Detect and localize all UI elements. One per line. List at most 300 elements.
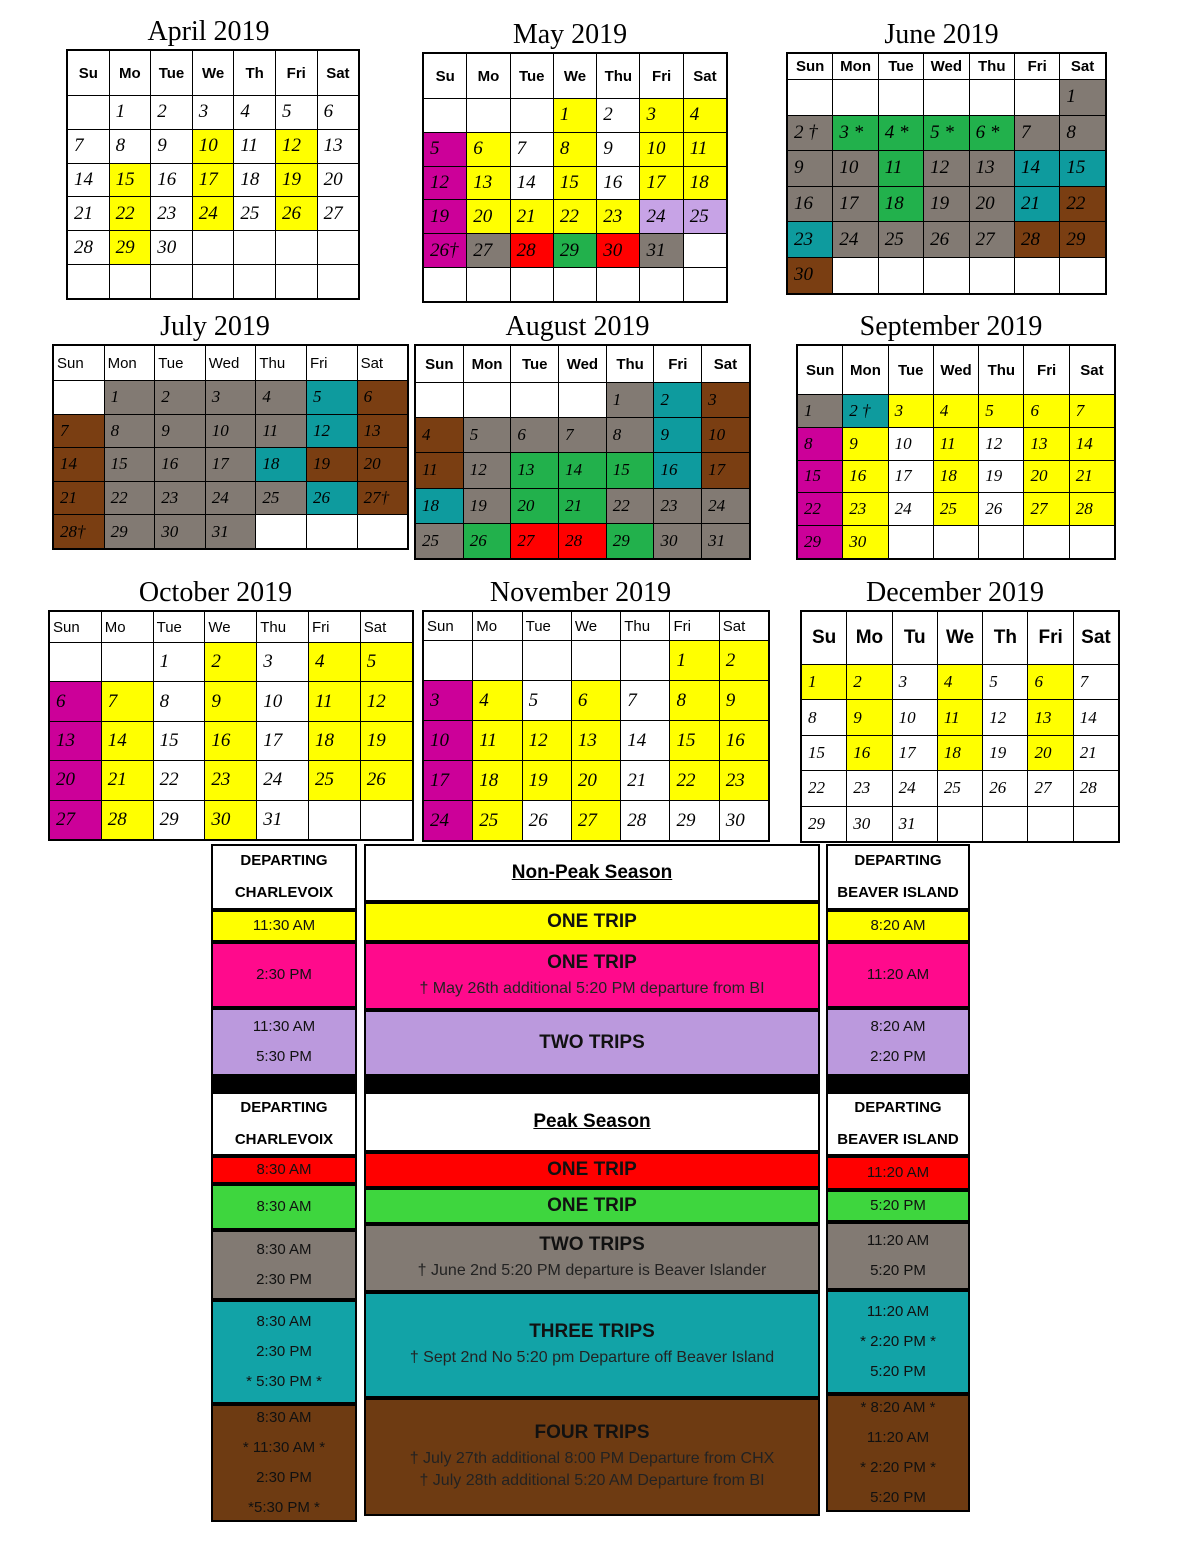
day-cell: 27	[317, 197, 359, 231]
day-cell: 31	[257, 800, 309, 840]
day-cell: 14	[510, 166, 553, 200]
week-row	[423, 267, 727, 301]
trip-count-label: FOUR TRIPS	[534, 1422, 650, 1443]
day-cell	[621, 641, 670, 681]
day-cell: 18	[234, 163, 276, 197]
day-cell: 13	[317, 129, 359, 163]
charlevoix-times	[211, 910, 357, 942]
day-cell: 18	[308, 721, 360, 760]
day-cell	[308, 800, 360, 840]
day-cell: 7	[1014, 115, 1059, 151]
day-cell: 6	[467, 132, 510, 166]
schedule-note: † July 28th additional 5:20 AM Departure from BI	[419, 1472, 765, 1489]
day-cell: 6	[1024, 395, 1069, 428]
month-title: August 2019	[505, 311, 650, 342]
header-line: DEPARTING	[854, 852, 942, 869]
weekday-header: Sat	[683, 53, 727, 99]
weekday-header: Mo	[847, 611, 892, 665]
day-cell: 5	[983, 665, 1028, 700]
day-cell	[67, 96, 109, 130]
departure-time: 2:30 PM	[256, 1343, 312, 1360]
day-cell: 10	[192, 129, 234, 163]
week-row	[801, 700, 1119, 735]
day-cell: 20	[511, 488, 559, 523]
day-cell	[979, 526, 1024, 559]
day-cell	[683, 267, 727, 301]
charlevoix-times	[211, 1184, 357, 1230]
weekday-header: Sun	[415, 345, 463, 383]
trip-count-label: THREE TRIPS	[529, 1321, 655, 1342]
weekday-header-row	[53, 345, 408, 381]
day-cell: 4	[415, 418, 463, 453]
day-cell: 23	[155, 481, 206, 515]
day-cell: 1	[104, 381, 155, 415]
day-cell: 21	[510, 200, 553, 234]
weekday-header: Sat	[317, 50, 359, 96]
day-cell	[522, 641, 571, 681]
charlevoix-header-nonpeak	[211, 844, 357, 910]
day-cell: 24	[892, 771, 937, 806]
weekday-header: Fri	[670, 611, 719, 641]
day-cell	[1060, 257, 1106, 293]
day-cell: 13	[467, 166, 510, 200]
day-cell: 2 †	[787, 115, 833, 151]
day-cell: 14	[1073, 700, 1119, 735]
day-cell: 3	[423, 681, 473, 721]
day-cell: 7	[621, 681, 670, 721]
day-cell: 19	[924, 186, 969, 222]
day-cell: 22	[797, 493, 843, 526]
day-cell: 11	[878, 151, 923, 187]
day-cell: 12	[306, 414, 357, 448]
peak-season-title: Peak Season	[533, 1111, 651, 1132]
day-cell: 17	[888, 460, 933, 493]
charlevoix-header-peak	[211, 1092, 357, 1156]
weekday-header: Tue	[151, 50, 193, 96]
day-cell: 1	[797, 395, 843, 428]
day-cell: 25	[933, 493, 978, 526]
legend-charlevoix-column	[211, 844, 357, 1522]
weekday-header: We	[205, 611, 257, 643]
day-cell: 16	[787, 186, 833, 222]
day-cell: 5	[463, 418, 511, 453]
day-cell	[833, 80, 878, 116]
day-cell: 1	[109, 96, 151, 130]
month-title: May 2019	[512, 19, 628, 50]
week-row	[787, 257, 1106, 293]
schedule-note: † July 27th additional 8:00 PM Departure from CHX	[409, 1450, 775, 1467]
day-cell: 1	[670, 641, 719, 681]
day-cell	[1024, 526, 1069, 559]
day-cell: 27	[467, 234, 510, 268]
trip-count-label: ONE TRIP	[547, 1195, 637, 1216]
weekday-header: Tu	[892, 611, 937, 665]
day-cell: 24	[702, 488, 750, 523]
day-cell: 27	[1024, 493, 1069, 526]
day-cell: 11	[308, 682, 360, 721]
weekday-header: Sun	[787, 53, 833, 80]
weekday-header: Su	[801, 611, 847, 665]
calendar-grid	[48, 610, 414, 841]
week-row	[797, 395, 1115, 428]
departure-time: * 11:30 AM *	[242, 1439, 326, 1456]
day-cell: 6	[1028, 665, 1073, 700]
day-cell: 3	[888, 395, 933, 428]
day-cell	[151, 264, 193, 298]
month-july	[52, 312, 409, 550]
departure-time: 11:20 AM	[866, 1164, 930, 1181]
day-cell	[640, 267, 683, 301]
weekday-header: Fri	[275, 50, 317, 96]
weekday-header-row	[423, 53, 727, 99]
day-cell: 9	[654, 418, 702, 453]
day-cell: 11	[415, 453, 463, 488]
day-cell: 26	[275, 197, 317, 231]
week-row	[49, 761, 413, 800]
schedule-note: † Sept 2nd No 5:20 pm Departure off Beaver Island	[409, 1349, 775, 1366]
beaver-island-times	[826, 942, 970, 1008]
day-cell: 1	[153, 643, 205, 682]
day-cell: 27	[969, 222, 1014, 258]
beaver-island-times	[826, 910, 970, 942]
day-cell: 13	[571, 721, 620, 761]
nonpeak-row	[364, 942, 820, 1010]
week-row	[415, 488, 750, 523]
day-cell	[256, 515, 307, 549]
month-title: September 2019	[859, 311, 1043, 342]
peak-row	[364, 1224, 820, 1292]
day-cell	[357, 515, 408, 549]
day-cell: 31	[892, 806, 937, 842]
day-cell: 17	[702, 453, 750, 488]
day-cell: 3 *	[833, 115, 878, 151]
day-cell: 12	[979, 427, 1024, 460]
day-cell	[101, 643, 153, 682]
day-cell: 21	[53, 481, 104, 515]
nonpeak-row	[364, 1010, 820, 1076]
header-line: CHARLEVOIX	[234, 1131, 334, 1148]
day-cell: 2	[597, 99, 640, 133]
day-cell: 28	[559, 523, 607, 559]
weekday-header: Wed	[205, 345, 256, 381]
departure-time: * 8:20 AM *	[860, 1399, 936, 1416]
calendar-grid	[52, 344, 409, 550]
day-cell: 20	[1028, 735, 1073, 770]
departure-time: 8:20 AM	[870, 917, 926, 934]
departure-time: 8:30 AM	[256, 1409, 312, 1426]
beaver-island-header-nonpeak	[826, 844, 970, 910]
day-cell: 13	[511, 453, 559, 488]
day-cell	[983, 806, 1028, 842]
departure-time: 8:30 AM	[256, 1161, 312, 1178]
day-cell: 4	[473, 681, 522, 721]
day-cell: 26†	[423, 234, 467, 268]
day-cell: 2	[847, 665, 892, 700]
week-row	[423, 166, 727, 200]
day-cell: 15	[670, 721, 719, 761]
weekday-header: Thu	[597, 53, 640, 99]
day-cell: 24	[888, 493, 933, 526]
day-cell: 24	[833, 222, 878, 258]
weekday-header-row	[801, 611, 1119, 665]
day-cell: 10	[892, 700, 937, 735]
day-cell: 19	[983, 735, 1028, 770]
day-cell: 19	[423, 200, 467, 234]
week-row	[415, 523, 750, 559]
week-row	[787, 80, 1106, 116]
weekday-header: Wed	[933, 345, 978, 395]
day-cell: 16	[847, 735, 892, 770]
week-row	[797, 493, 1115, 526]
week-row	[797, 526, 1115, 559]
day-cell: 28	[510, 234, 553, 268]
day-cell: 19	[522, 761, 571, 801]
day-cell	[1073, 806, 1119, 842]
day-cell: 23	[205, 761, 257, 800]
day-cell	[275, 231, 317, 265]
month-title: April 2019	[147, 16, 270, 47]
day-cell: 18	[683, 166, 727, 200]
calendar-grid	[66, 49, 360, 300]
departure-time: 2:30 PM	[256, 966, 312, 983]
calendar-grid	[786, 52, 1107, 295]
calendar-grid	[422, 610, 770, 842]
day-cell: 23	[847, 771, 892, 806]
day-cell	[1028, 806, 1073, 842]
peak-row	[364, 1398, 820, 1516]
day-cell	[275, 264, 317, 298]
week-row	[787, 186, 1106, 222]
day-cell	[924, 257, 969, 293]
day-cell: 18	[415, 488, 463, 523]
day-cell: 2	[151, 96, 193, 130]
week-row	[67, 163, 359, 197]
day-cell: 14	[621, 721, 670, 761]
legend-beaver-island-column	[826, 844, 970, 1512]
departure-time: 5:20 PM	[870, 1489, 926, 1506]
weekday-header: We	[192, 50, 234, 96]
legend-description-column	[364, 844, 820, 1516]
day-cell: 18	[473, 761, 522, 801]
departure-time: 8:30 AM	[256, 1241, 312, 1258]
day-cell: 16	[205, 721, 257, 760]
day-cell	[317, 264, 359, 298]
weekday-header: Tue	[155, 345, 206, 381]
day-cell: 30	[151, 231, 193, 265]
day-cell: 7	[559, 418, 607, 453]
day-cell: 23	[719, 761, 769, 801]
day-cell	[473, 641, 522, 681]
day-cell: 16	[654, 453, 702, 488]
day-cell: 15	[797, 460, 843, 493]
weekday-header: We	[571, 611, 620, 641]
day-cell: 23	[151, 197, 193, 231]
day-cell: 25	[234, 197, 276, 231]
weekday-header: Sat	[1060, 53, 1106, 80]
day-cell: 2	[205, 643, 257, 682]
schedule-note: † May 26th additional 5:20 PM departure from BI	[419, 980, 765, 997]
day-cell: 28	[1073, 771, 1119, 806]
week-row	[423, 234, 727, 268]
week-row	[53, 381, 408, 415]
day-cell: 4 *	[878, 115, 923, 151]
day-cell: 9	[787, 151, 833, 187]
day-cell: 21	[559, 488, 607, 523]
day-cell: 7	[1069, 395, 1115, 428]
day-cell: 15	[1060, 151, 1106, 187]
week-row	[53, 481, 408, 515]
departure-time: 2:30 PM	[256, 1271, 312, 1288]
week-row	[67, 197, 359, 231]
week-row	[415, 418, 750, 453]
day-cell: 11	[683, 132, 727, 166]
day-cell: 17	[205, 448, 256, 482]
week-row	[787, 115, 1106, 151]
day-cell: 27	[511, 523, 559, 559]
day-cell: 19	[306, 448, 357, 482]
day-cell: 20	[969, 186, 1014, 222]
day-cell: 7	[53, 414, 104, 448]
day-cell: 13	[1028, 700, 1073, 735]
day-cell: 22	[1060, 186, 1106, 222]
day-cell: 6	[571, 681, 620, 721]
day-cell: 31	[640, 234, 683, 268]
month-title: June 2019	[884, 19, 999, 50]
departure-time: 8:20 AM	[870, 1018, 926, 1035]
nonpeak-season-heading	[364, 844, 820, 902]
week-row	[53, 515, 408, 549]
day-cell	[937, 806, 982, 842]
week-row	[423, 801, 769, 842]
day-cell: 12	[522, 721, 571, 761]
month-title: December 2019	[865, 577, 1045, 608]
day-cell	[878, 257, 923, 293]
day-cell: 29	[553, 234, 596, 268]
day-cell: 15	[606, 453, 654, 488]
day-cell: 19	[360, 721, 412, 760]
day-cell	[511, 383, 559, 418]
header-line: DEPARTING	[854, 1099, 942, 1116]
charlevoix-times	[211, 1300, 357, 1404]
day-cell: 9	[151, 129, 193, 163]
day-cell: 29	[797, 526, 843, 559]
weekday-header: Mo	[467, 53, 510, 99]
week-row	[423, 681, 769, 721]
day-cell	[53, 381, 104, 415]
day-cell: 7	[510, 132, 553, 166]
calendar-grid	[422, 52, 728, 303]
weekday-header: Thu	[979, 345, 1024, 395]
day-cell: 27	[49, 800, 101, 840]
day-cell: 23	[843, 493, 888, 526]
day-cell	[559, 383, 607, 418]
header-line: CHARLEVOIX	[234, 884, 334, 901]
day-cell	[423, 641, 473, 681]
day-cell: 21	[1069, 460, 1115, 493]
month-title: October 2019	[138, 577, 293, 608]
day-cell: 15	[104, 448, 155, 482]
weekday-header: Fri	[308, 611, 360, 643]
month-may	[422, 20, 728, 303]
day-cell: 2	[155, 381, 206, 415]
day-cell: 14	[67, 163, 109, 197]
day-cell: 24	[257, 761, 309, 800]
day-cell: 15	[553, 166, 596, 200]
day-cell: 25	[256, 481, 307, 515]
weekday-header-row	[415, 345, 750, 383]
day-cell	[306, 515, 357, 549]
day-cell: 22	[553, 200, 596, 234]
charlevoix-times	[211, 942, 357, 1008]
day-cell: 6	[511, 418, 559, 453]
week-row	[797, 460, 1115, 493]
day-cell: 4	[683, 99, 727, 133]
day-cell	[787, 80, 833, 116]
day-cell: 5	[979, 395, 1024, 428]
day-cell: 26	[522, 801, 571, 842]
day-cell: 30	[787, 257, 833, 293]
departure-time: 5:20 PM	[870, 1363, 926, 1380]
day-cell: 1	[606, 383, 654, 418]
day-cell: 27	[571, 801, 620, 842]
day-cell	[49, 643, 101, 682]
day-cell: 12	[423, 166, 467, 200]
day-cell: 31	[205, 515, 256, 549]
weekday-header: Thu	[621, 611, 670, 641]
weekday-header: Mon	[104, 345, 155, 381]
day-cell	[360, 800, 412, 840]
day-cell	[969, 257, 1014, 293]
weekday-header: Mo	[473, 611, 522, 641]
day-cell	[415, 383, 463, 418]
day-cell: 7	[1073, 665, 1119, 700]
departure-time: * 2:20 PM *	[860, 1333, 936, 1350]
weekday-header: Fri	[1024, 345, 1069, 395]
weekday-header: Sat	[1073, 611, 1119, 665]
schedule-note: † June 2nd 5:20 PM departure is Beaver Islander	[417, 1262, 767, 1279]
day-cell: 30	[843, 526, 888, 559]
day-cell: 5	[360, 643, 412, 682]
day-cell	[510, 267, 553, 301]
day-cell: 28	[67, 231, 109, 265]
day-cell	[234, 264, 276, 298]
charlevoix-times	[211, 1156, 357, 1184]
day-cell: 27†	[357, 481, 408, 515]
weekday-header: Thu	[606, 345, 654, 383]
week-row	[67, 129, 359, 163]
week-row	[423, 721, 769, 761]
day-cell: 26	[306, 481, 357, 515]
day-cell: 8	[153, 682, 205, 721]
day-cell: 16	[151, 163, 193, 197]
day-cell	[423, 99, 467, 133]
weekday-header: Mo	[109, 50, 151, 96]
calendar-grid	[414, 344, 751, 560]
week-row	[801, 771, 1119, 806]
day-cell: 14	[1014, 151, 1059, 187]
day-cell: 5	[306, 381, 357, 415]
day-cell: 3	[205, 381, 256, 415]
day-cell: 21	[1014, 186, 1059, 222]
week-row	[415, 383, 750, 418]
day-cell: 8	[670, 681, 719, 721]
weekday-header: Sat	[1069, 345, 1115, 395]
departure-time: 5:30 PM	[256, 1048, 312, 1065]
day-cell	[463, 383, 511, 418]
week-row	[53, 448, 408, 482]
departure-time: 11:20 AM	[866, 1429, 930, 1446]
day-cell: 6	[357, 381, 408, 415]
